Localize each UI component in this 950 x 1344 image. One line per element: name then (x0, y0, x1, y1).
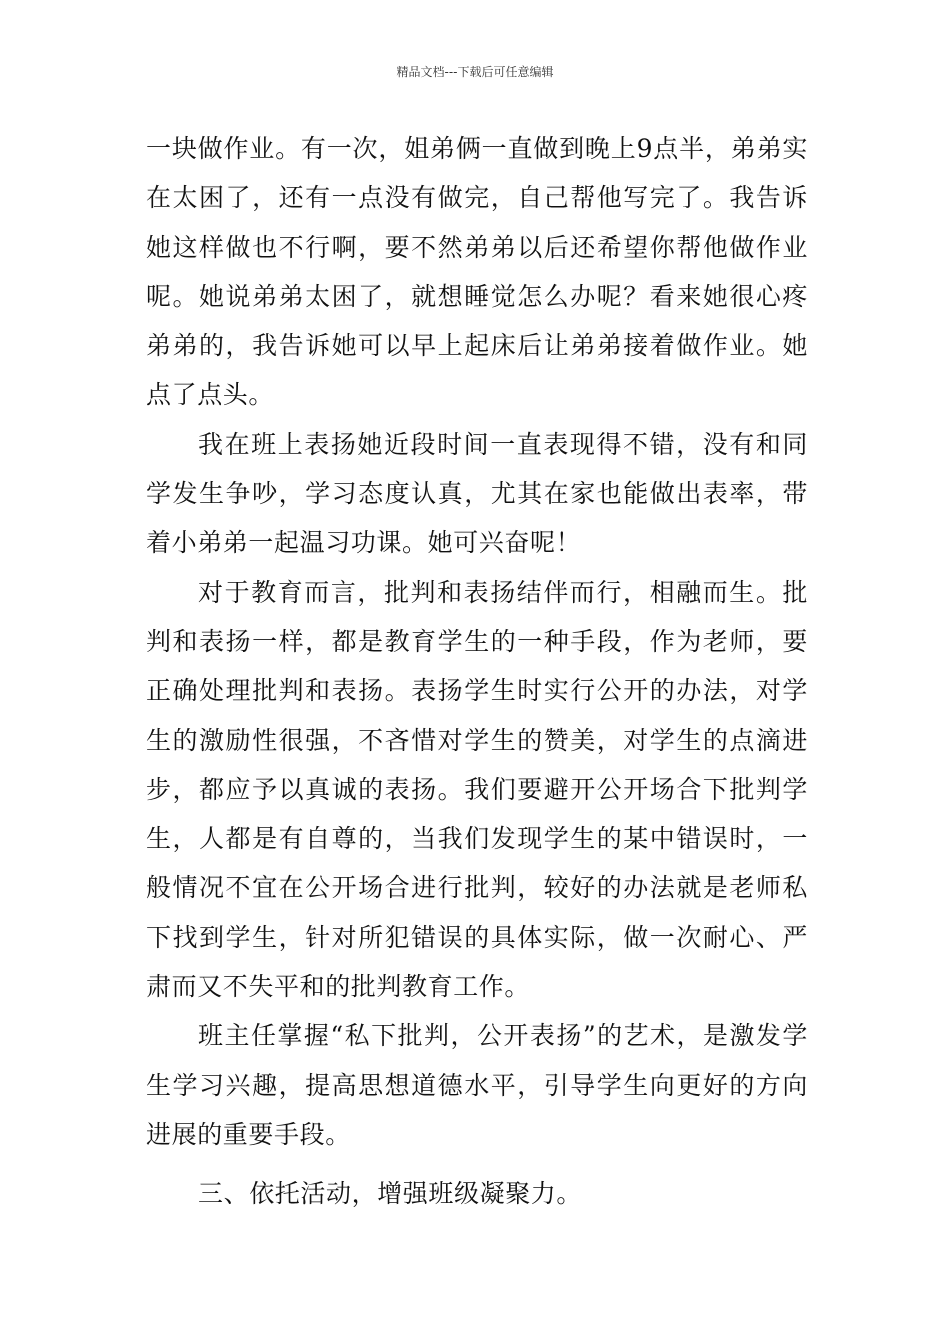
paragraph-3: 对于教育而言，批判和表扬结伴而行，相融而生。批判和表扬一样，都是教育学生的一种手段，作为老师，要正确处理批判和表扬。表扬学生时实行公开的办法，对学生的激励性很强，不吝惜对学生的赞美，对学生的点滴进步，都应予以真诚的表扬。我们要避开公开场合下批判学生，人都是有自尊的，当我们发现学生的某中错误时，一般情况不宜在公开场合进行批判，较好的办法就是老师私下找到学生，针对所犯错误的具体实际，做一次耐心、严肃而又不失平和的批判教育工作。 (146, 577, 808, 1002)
paragraph-4: 班主任掌握“私下批判，公开表扬”的艺术，是激发学生学习兴趣，提高思想道德水平，引导学生向更好的方向进展的重要手段。 (146, 1021, 808, 1149)
page-header: 精品文档---下载后可任意编辑 (396, 65, 554, 79)
document-body (146, 124, 808, 1219)
paragraph-2: 我在班上表扬她近段时间一直表现得不错，没有和同学发生争吵，学习态度认真，尤其在家也能做出表率，带着小弟弟一起温习功课。她可兴奋呢！ (146, 429, 808, 558)
paragraph-1: 一块做作业。有一次，姐弟俩一直做到晚上9点半，弟弟实在太困了，还有一点没有做完，自己帮他写完了。我告诉她这样做也不行啊，要不然弟弟以后还希望你帮他做作业呢。她说弟弟太困了，就想睡觉怎么办呢？看来她很心疼弟弟的，我告诉她可以早上起床后让弟弟接着做作业。她点了点头。 (146, 134, 808, 410)
section-heading: 三、依托活动，增强班级凝聚力。 (198, 1179, 583, 1209)
